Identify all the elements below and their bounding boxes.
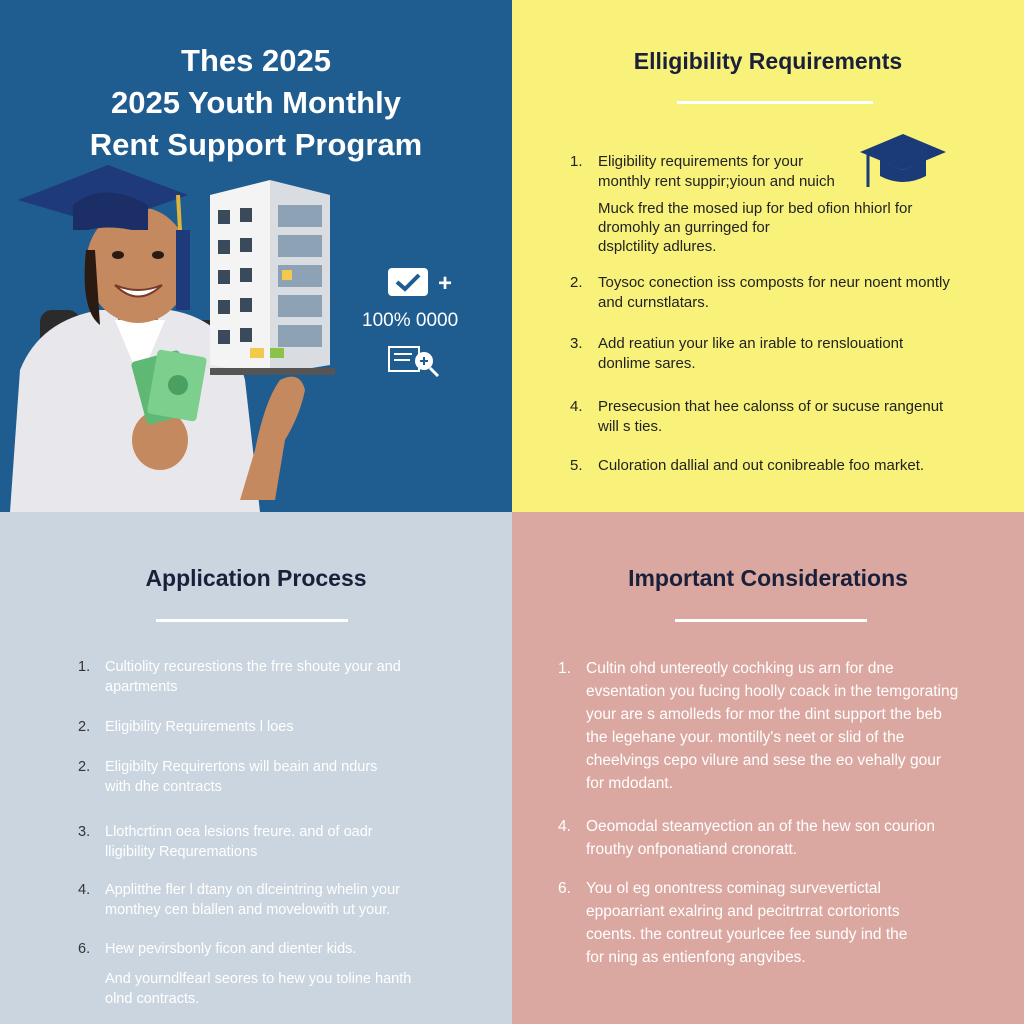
- document-search-icon: [388, 345, 440, 377]
- hero-title-line-3: Rent Support Program: [89, 127, 423, 162]
- considerations-panel: [512, 512, 1024, 1024]
- item-text: coents. the contreut yourlcee fee sundy ind the: [586, 926, 908, 943]
- item-number: 5.: [570, 457, 583, 474]
- item-text: Oeomodal steamyection an of the hew son courion: [586, 818, 935, 835]
- item-number: 2.: [78, 759, 91, 775]
- item-text: Add reatiun your like an irable to renslouationt: [598, 335, 904, 352]
- item-number: 4.: [570, 398, 583, 415]
- item-text: your are s amolleds for mor the dint support the beb: [586, 706, 942, 723]
- item-text: with dhe contracts: [105, 779, 222, 795]
- item-text: And yourndlfearl seores to hew you toline hanth: [105, 971, 412, 987]
- item-number: 4.: [78, 882, 91, 898]
- item-text: Cultin ohd untereotly cochking us arn for dne: [586, 660, 894, 677]
- item-text: You ol eg onontress cominag survevertictal: [586, 880, 881, 897]
- item-text: Cultiolity recurestions the frre shoute your and: [105, 659, 401, 675]
- item-number: 3.: [78, 824, 91, 840]
- item-text: for mdodant.: [586, 775, 674, 792]
- cash-icon: [130, 345, 220, 425]
- item-number: 6.: [558, 880, 571, 897]
- application-panel: [0, 512, 512, 1024]
- eligibility-title: Elligibility Requirements: [633, 48, 903, 74]
- item-number: 6.: [78, 941, 91, 957]
- item-text: lligibility Requremations: [105, 844, 258, 860]
- item-text: will s ties.: [598, 418, 663, 435]
- item-number: 1.: [558, 660, 571, 677]
- tassel: [176, 230, 190, 310]
- eligibility-divider: [677, 101, 873, 104]
- item-text: Hew pevirsbonly ficon and dienter kids.: [105, 941, 357, 957]
- item-text: Muck fred the mosed iup for bed ofion hhiorl for: [598, 200, 913, 217]
- hero-title: [0, 40, 512, 166]
- item-text: cheelvings cepo vilure and sese the eo vehally gour: [586, 752, 942, 769]
- graduation-cap-icon: [858, 132, 948, 192]
- item-text: the legehane your. montilly's neet or slid of the: [586, 729, 905, 746]
- item-text: apartments: [105, 679, 178, 695]
- application-divider: [156, 619, 348, 622]
- item-text: donlime sares.: [598, 355, 696, 372]
- item-text: and curnstlatars.: [598, 294, 709, 311]
- item-text: dsplctility adlures.: [598, 238, 717, 255]
- item-text: olnd contracts.: [105, 991, 200, 1007]
- application-title: Application Process: [145, 565, 367, 591]
- item-text: Llothcrtinn oea lesions freure. and of oadr: [105, 824, 373, 840]
- item-number: 4.: [558, 818, 571, 835]
- apartment-building-icon: [210, 180, 335, 375]
- item-text: monthly rent suppir;yioun and nuich: [598, 173, 835, 190]
- item-text: Toysoc conection iss composts for neur noent montly: [598, 274, 950, 291]
- considerations-title: Important Considerations: [628, 565, 908, 591]
- item-number: 2.: [570, 274, 583, 291]
- item-number: 1.: [570, 153, 583, 170]
- item-text: frouthy onfponatiand cronoratt.: [586, 841, 798, 858]
- item-text: Applitthe fler l dtany on dlceintring whelin your: [105, 882, 400, 898]
- graduation-cap-icon: [18, 160, 188, 230]
- item-number: 1.: [78, 659, 91, 675]
- item-number: 2.: [78, 719, 91, 735]
- checkmark-icon: [388, 268, 428, 296]
- considerations-divider: [675, 619, 867, 622]
- item-text: dromohly an gurringed for: [598, 219, 770, 236]
- eligibility-panel: [512, 0, 1024, 512]
- item-text: Eligibility Requirements l loes: [105, 719, 294, 735]
- item-number: 3.: [570, 335, 583, 352]
- item-text: Eligibility requirements for your: [598, 153, 804, 170]
- hero-panel: [0, 0, 512, 512]
- item-text: Culoration dallial and out conibreable foo market.: [598, 457, 925, 474]
- hero-title-line-1: Thes 2025: [181, 43, 331, 78]
- item-text: Eligibilty Requirertons will beain and ndurs: [105, 759, 378, 775]
- stat-text: 100% 0000: [362, 310, 459, 331]
- plus-symbol: +: [438, 270, 453, 297]
- item-text: Presecusion that hee calonss of or sucuse rangenut: [598, 398, 944, 415]
- item-text: evsentation you fucing hoolly coack in the temgorating: [586, 683, 959, 700]
- item-text: for ning as entienfong angvibes.: [586, 949, 806, 966]
- item-text: monthey cen blallen and movelowith ut your.: [105, 902, 391, 918]
- hero-title-line-2: 2025 Youth Monthly: [111, 85, 401, 120]
- item-text: eppoarriant exalring and pecitrtrrat cortorionts: [586, 903, 900, 920]
